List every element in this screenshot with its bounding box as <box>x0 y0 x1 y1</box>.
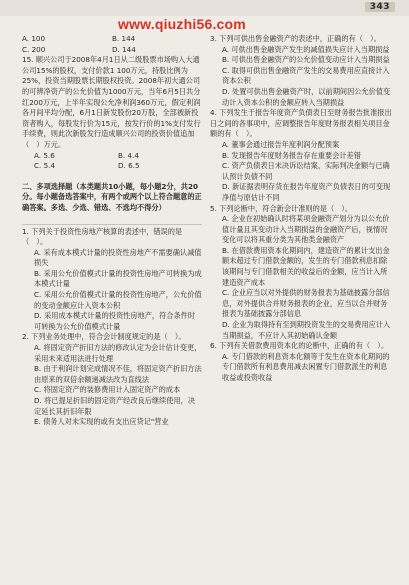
q5-option-b: B. 在借款费用资本化期间内，建造资产的累计支出金额未超过专门借款金额的，发生的专门借款利息扣除该期间与专门借款相关的收益后的金额，应当计入所建造资产成本 <box>222 245 390 287</box>
left-column <box>22 34 202 428</box>
question-2: 2. 下列业务处理中，符合会计制度规定的是（ ）。 <box>22 332 186 342</box>
q3-option-d: D. 处置可供出售金融资产时，以前期间因公允价值变动计入资本公积的金额应转入当期损益 <box>222 86 391 107</box>
right-column <box>210 34 393 384</box>
option: D. 6.5 <box>118 161 140 171</box>
q2-option-d: D. 将已提足折旧的固定资产经改良后继续使用，决定延长其折旧年限 <box>34 396 196 416</box>
question-3: 3. 下列可供出售金融资产的表述中，正确的有（ ）。 <box>210 34 381 43</box>
question-1: 1. 下列关于投资性房地产核算的表述中，错误的是（ ）。 <box>22 226 183 247</box>
option: A. 100 <box>22 34 46 43</box>
q4-option-b: B. 发现报告年度财务报告存在重要会计差错 <box>222 150 361 160</box>
q1-option-a: A. 采有成本模式计量的投资性房地产不需要确认减值损失 <box>34 247 202 268</box>
question-15: 15. 顺兴公司于2008年4月1日从二级股票市场购入大通公司15%的股权，支付价款1 100万元，持股比例为25%，投资当期股票长期股权投资。2008年初大通公司的可辨净资产的公允价值为1000万元，当年6月5日共分红200万元，上半年实现公允净利润360万元，假定利润各月间平均分配，6月1日新发股份20万股，全部被新投资者购入，每股发行价为15元，按发行价的1%支付发行手续费，则此次新股发行造成顺兴公司的投资价值追加（ ）万元。 <box>22 55 201 149</box>
prev-options-row-2 <box>22 45 202 56</box>
q5-option-d: D. 企业为取得持有至到期投资发生的交易费用应计入当期损益，不应计入其初始确认金额 <box>222 320 391 340</box>
page-number: 343 <box>365 2 395 12</box>
option: C. 200 <box>22 44 46 54</box>
question-5: 5. 下列论断中，符合新会计准则的是（ ）。 <box>210 203 353 213</box>
q2-option-e: E. 债务人对未实现的或有支出应贷记"营业 <box>34 417 169 427</box>
q1-option-b: B. 采用公允价值模式计量的投资性房地产可转换为成本模式计量 <box>34 268 202 289</box>
q3-option-a: A. 可供出售金融资产发生的减值损失应计入当期损益 <box>222 44 390 54</box>
question-6: 6. 下列有关借款费用资本化的论断中，正确的有（ ）。 <box>210 341 389 351</box>
q3-option-b: B. 可供出售金融资产的公允价值变动应计入当期损益 <box>222 55 390 65</box>
q4-option-c: C. 资产负债表日未决诉讼结案，实际判决金额与已确认预计负债不同 <box>222 161 390 181</box>
page-header-bar <box>0 0 409 16</box>
q5-option-c: C. 企业应当以对外提供的财务报表为基础披露分部信息，对外提供合并财务报表的企业，应当以合并财务报表为基础披露分部信息 <box>222 288 390 319</box>
q1-option-d: D. 采用成本模式计量的投资性房地产，符合条件时可转换为公允价值模式计量 <box>34 311 196 331</box>
option: C. 5.4 <box>34 161 56 171</box>
option: D. 144 <box>112 44 136 54</box>
section-title-multiple-choice: 二、多项选择题（本类题共10小题，每小题2分，共20分。每小题备选答案中，有两个或两个以上符合题意的正确答案。多选、少选、错选、不选均不得分） <box>22 181 202 212</box>
prev-options-row-1 <box>22 34 202 45</box>
question-4: 4. 下列发生于报告年度资产负债表日至财务报告批准报出日之间的各事项中，应调整报告年度财务报表相关项目金额的有（ ）。 <box>210 108 392 139</box>
q2-option-b: B. 由于利润计划完成情况不佳，将固定资产折旧方法由原来的双倍余额递减法改为直线法 <box>34 364 202 384</box>
q1-option-c: C. 采用公允价值模式计量的投资性房地产，公允价值的变动金额应计入资本公积 <box>34 290 202 310</box>
option: B. 144 <box>112 34 136 43</box>
q4-option-a: A. 董事会通过报告年度利润分配预案 <box>222 139 340 149</box>
q5-option-a: A. 企业在初始确认时将某项金融资产划分为以公允价值计量且其变动计入当期损益的金融资产后，视情况变化可以将其重分类为其他类金融资产 <box>222 214 390 245</box>
q3-option-c: C. 取得可供出售金融资产发生的交易费用应直接计入资本公积 <box>222 65 390 86</box>
q2-option-a: A. 将固定资产折旧方法的修改认定为会计估计变更，采用未来适用法进行处理 <box>34 343 202 363</box>
watermark-text: www.qiuzhi56.com <box>118 16 246 32</box>
option: A. 5.6 <box>34 150 55 160</box>
q6-option-a: A. 专门借款的利息资本化额等于发生在资本化期间的专门借款所有利息费用减去闲置专门借款派生的利息收益或投资收益 <box>222 351 390 382</box>
option: B. 4.4 <box>118 150 139 160</box>
q2-option-c: C. 将固定资产的装修费用计入固定资产的成本 <box>34 385 181 395</box>
q4-option-d: D. 新证据表明存货在报告年度资产负债表日的可变现净值与原估计不同 <box>222 182 391 202</box>
q15-options-row-1 <box>22 151 202 162</box>
q15-options-row-2 <box>22 161 202 172</box>
section-divider <box>22 224 202 225</box>
